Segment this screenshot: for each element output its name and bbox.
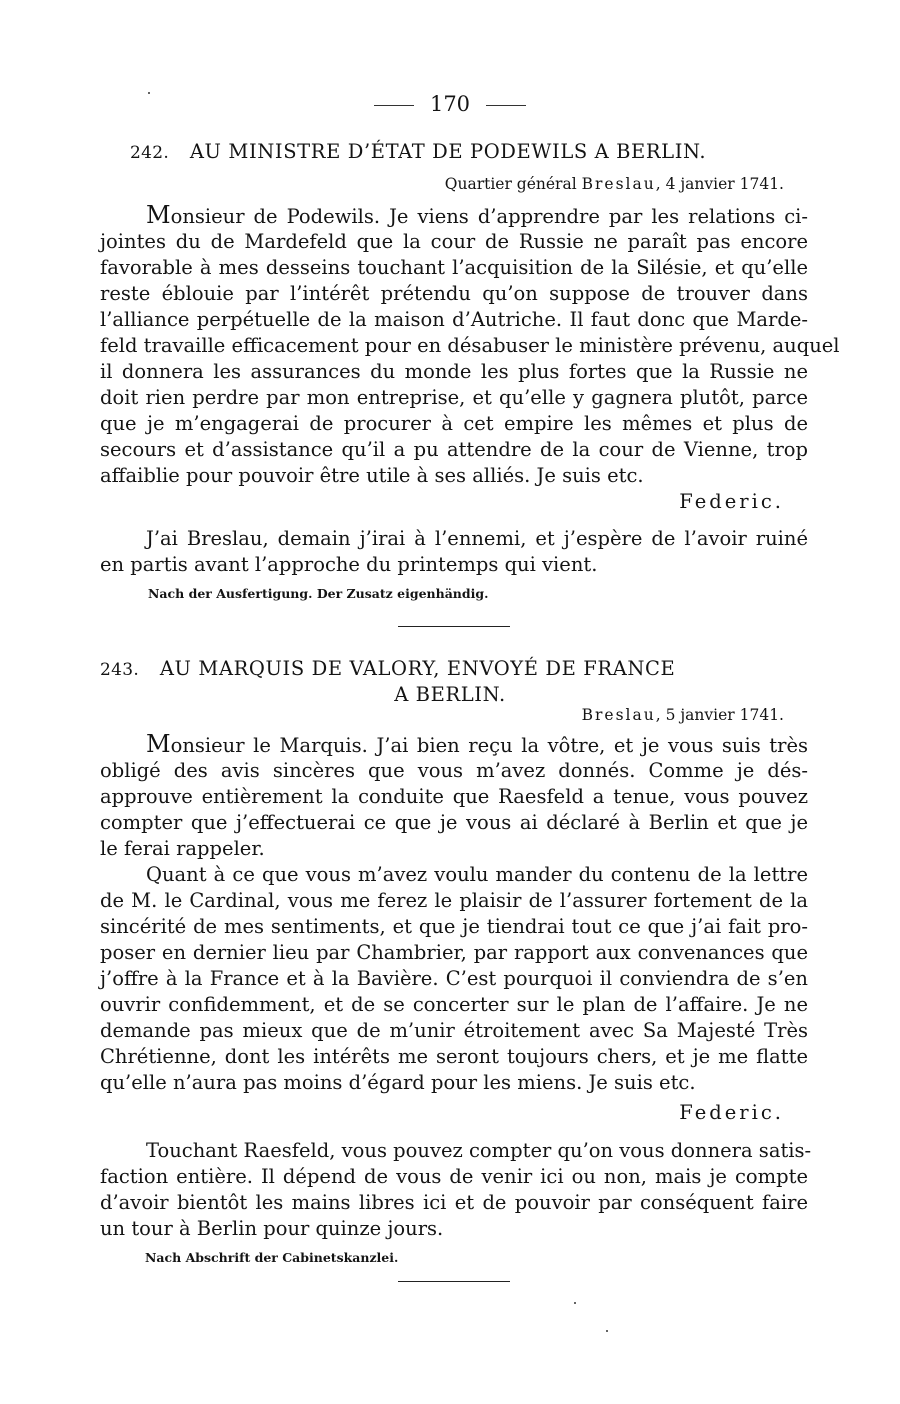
letter-242-source-note: Nach der Ausfertigung. Der Zusatz eigenhändig. [148, 586, 489, 601]
letter-243-body-line: sincérité de mes sentiments, et que je tiendrai tout ce que j’ai fait pro- [100, 915, 808, 938]
letter-243-body-line: approuve entièrement la conduite que Raesfeld a tenue, vous pouvez [100, 785, 808, 808]
letter-243-postscript-line: faction entière. Il dépend de vous de venir ici ou non, mais je compte [100, 1165, 808, 1188]
letter-243-body-line: le ferai rappeler. [100, 837, 265, 860]
letter-243-source-note: Nach Abschrift der Cabinetskanzlei. [145, 1250, 399, 1265]
letter-242-postscript-line: J’ai Breslau, demain j’irai à l’ennemi, et j’espère de l’avoir ruiné [146, 527, 808, 550]
letter-243-body-line: de M. le Cardinal, vous me ferez le plaisir de l’assurer fortement de la [100, 889, 808, 912]
letter-243-body-line: poser en dernier lieu par Chambrier, par rapport aux convenances que [100, 941, 808, 964]
scan-speck [148, 92, 150, 94]
letter-242-number: 242. [130, 143, 170, 163]
letter-242-body-line: il donnera les assurances du monde les plus fortes que la Russie ne [100, 360, 808, 383]
letter-242-postscript-line: en partis avant l’approche du printemps qui vient. [100, 553, 598, 576]
letter-243-body-line: Quant à ce que vous m’avez voulu mander du contenu de la lettre [146, 863, 808, 886]
letter-243-dateline-date: , 5 janvier 1741. [655, 706, 784, 724]
letter-242-initial: M [146, 201, 171, 229]
letter-243-postscript-line: un tour à Berlin pour quinze jours. [100, 1217, 444, 1240]
page-number-dash-right [486, 105, 526, 106]
letter-242-title: AU MINISTRE D’ÉTAT DE PODEWILS A BERLIN. [189, 140, 707, 163]
letter-243-title-line1: AU MARQUIS DE VALORY, ENVOYÉ DE FRANCE [159, 657, 676, 680]
letter-242-body-line: que je m’engagerai de procurer à cet empire les mêmes et plus de [100, 412, 808, 435]
letter-243-body-line: Chrétienne, dont les intérêts me seront toujours chers, et je me flatte [100, 1045, 808, 1068]
letter-242-signature: Federic. [679, 490, 784, 513]
letter-243-body-line: j’offre à la France et à la Bavière. C’est pourquoi il conviendra de s’en [100, 967, 808, 990]
letter-243-postscript-line: d’avoir bientôt les mains libres ici et de pouvoir par conséquent faire [100, 1191, 808, 1214]
letter-243-body-line: ouvrir confidemment, et de se concerter sur le plan de l’affaire. Je ne [100, 993, 808, 1016]
letter-243-body-line: qu’elle n’aura pas moins d’égard pour les miens. Je suis etc. [100, 1071, 696, 1094]
letter-242-heading [130, 139, 838, 166]
letter-243-body-line: Monsieur le Marquis. J’ai bien reçu la vôtre, et je vous suis très [146, 730, 808, 758]
scan-speck [574, 1302, 576, 1304]
letter-242-dateline-prefix: Quartier général [444, 175, 577, 193]
section-divider [398, 1281, 510, 1282]
letter-243-body-line: obligé des avis sincères que vous m’avez donnés. Comme je dés- [100, 759, 808, 782]
letter-243-initial: M [146, 730, 171, 758]
letter-242-dateline [445, 175, 784, 193]
letter-243-dateline [582, 706, 784, 724]
letter-242-body-line: feld travaille efficacement pour en désabuser le ministère prévenu, auquel [100, 334, 840, 357]
page-number-dash-left [374, 105, 414, 106]
letter-243-title-line2: A BERLIN. [394, 683, 506, 706]
letter-242-dateline-date: , 4 janvier 1741. [655, 175, 784, 193]
letter-242-body-line: reste éblouie par l’intérêt prétendu qu’on suppose de trouver dans [100, 282, 808, 305]
letter-242-dateline-place: Breslau [581, 175, 656, 193]
letter-242-body-line: doit rien perdre par mon entreprise, et qu’elle y gagnera plutôt, parce [100, 386, 808, 409]
page-number-text: 170 [429, 92, 471, 116]
scan-speck [606, 1330, 608, 1332]
letter-243-signature: Federic. [679, 1101, 784, 1124]
letter-242-body-line: affaiblie pour pouvoir être utile à ses alliés. Je suis etc. [100, 464, 644, 487]
letter-243-postscript-line: Touchant Raesfeld, vous pouvez compter qu’on vous donnera satis- [146, 1139, 812, 1162]
letter-242-body-line: favorable à mes desseins touchant l’acquisition de la Silésie, et qu’elle [100, 256, 808, 279]
letter-243-dateline-place: Breslau [581, 706, 656, 724]
letter-242-body-line: secours et d’assistance qu’il a pu attendre de la cour de Vienne, trop [100, 438, 808, 461]
letter-242-body-line: Monsieur de Podewils. Je viens d’apprendre par les relations ci- [146, 201, 808, 229]
letter-243-number: 243. [100, 660, 140, 680]
letter-243-body-line: demande pas mieux que de m’unir étroitement avec Sa Majesté Très [100, 1019, 808, 1042]
letter-243-heading [100, 656, 808, 683]
letter-242-body-line: jointes du de Mardefeld que la cour de Russie ne paraît pas encore [100, 230, 808, 253]
page-number [0, 92, 900, 116]
section-divider [398, 626, 510, 627]
letter-242-body-line: l’alliance perpétuelle de la maison d’Autriche. Il faut donc que Marde- [100, 308, 808, 331]
letter-243-body-line: compter que j’effectuerai ce que je vous ai déclaré à Berlin et que je [100, 811, 808, 834]
